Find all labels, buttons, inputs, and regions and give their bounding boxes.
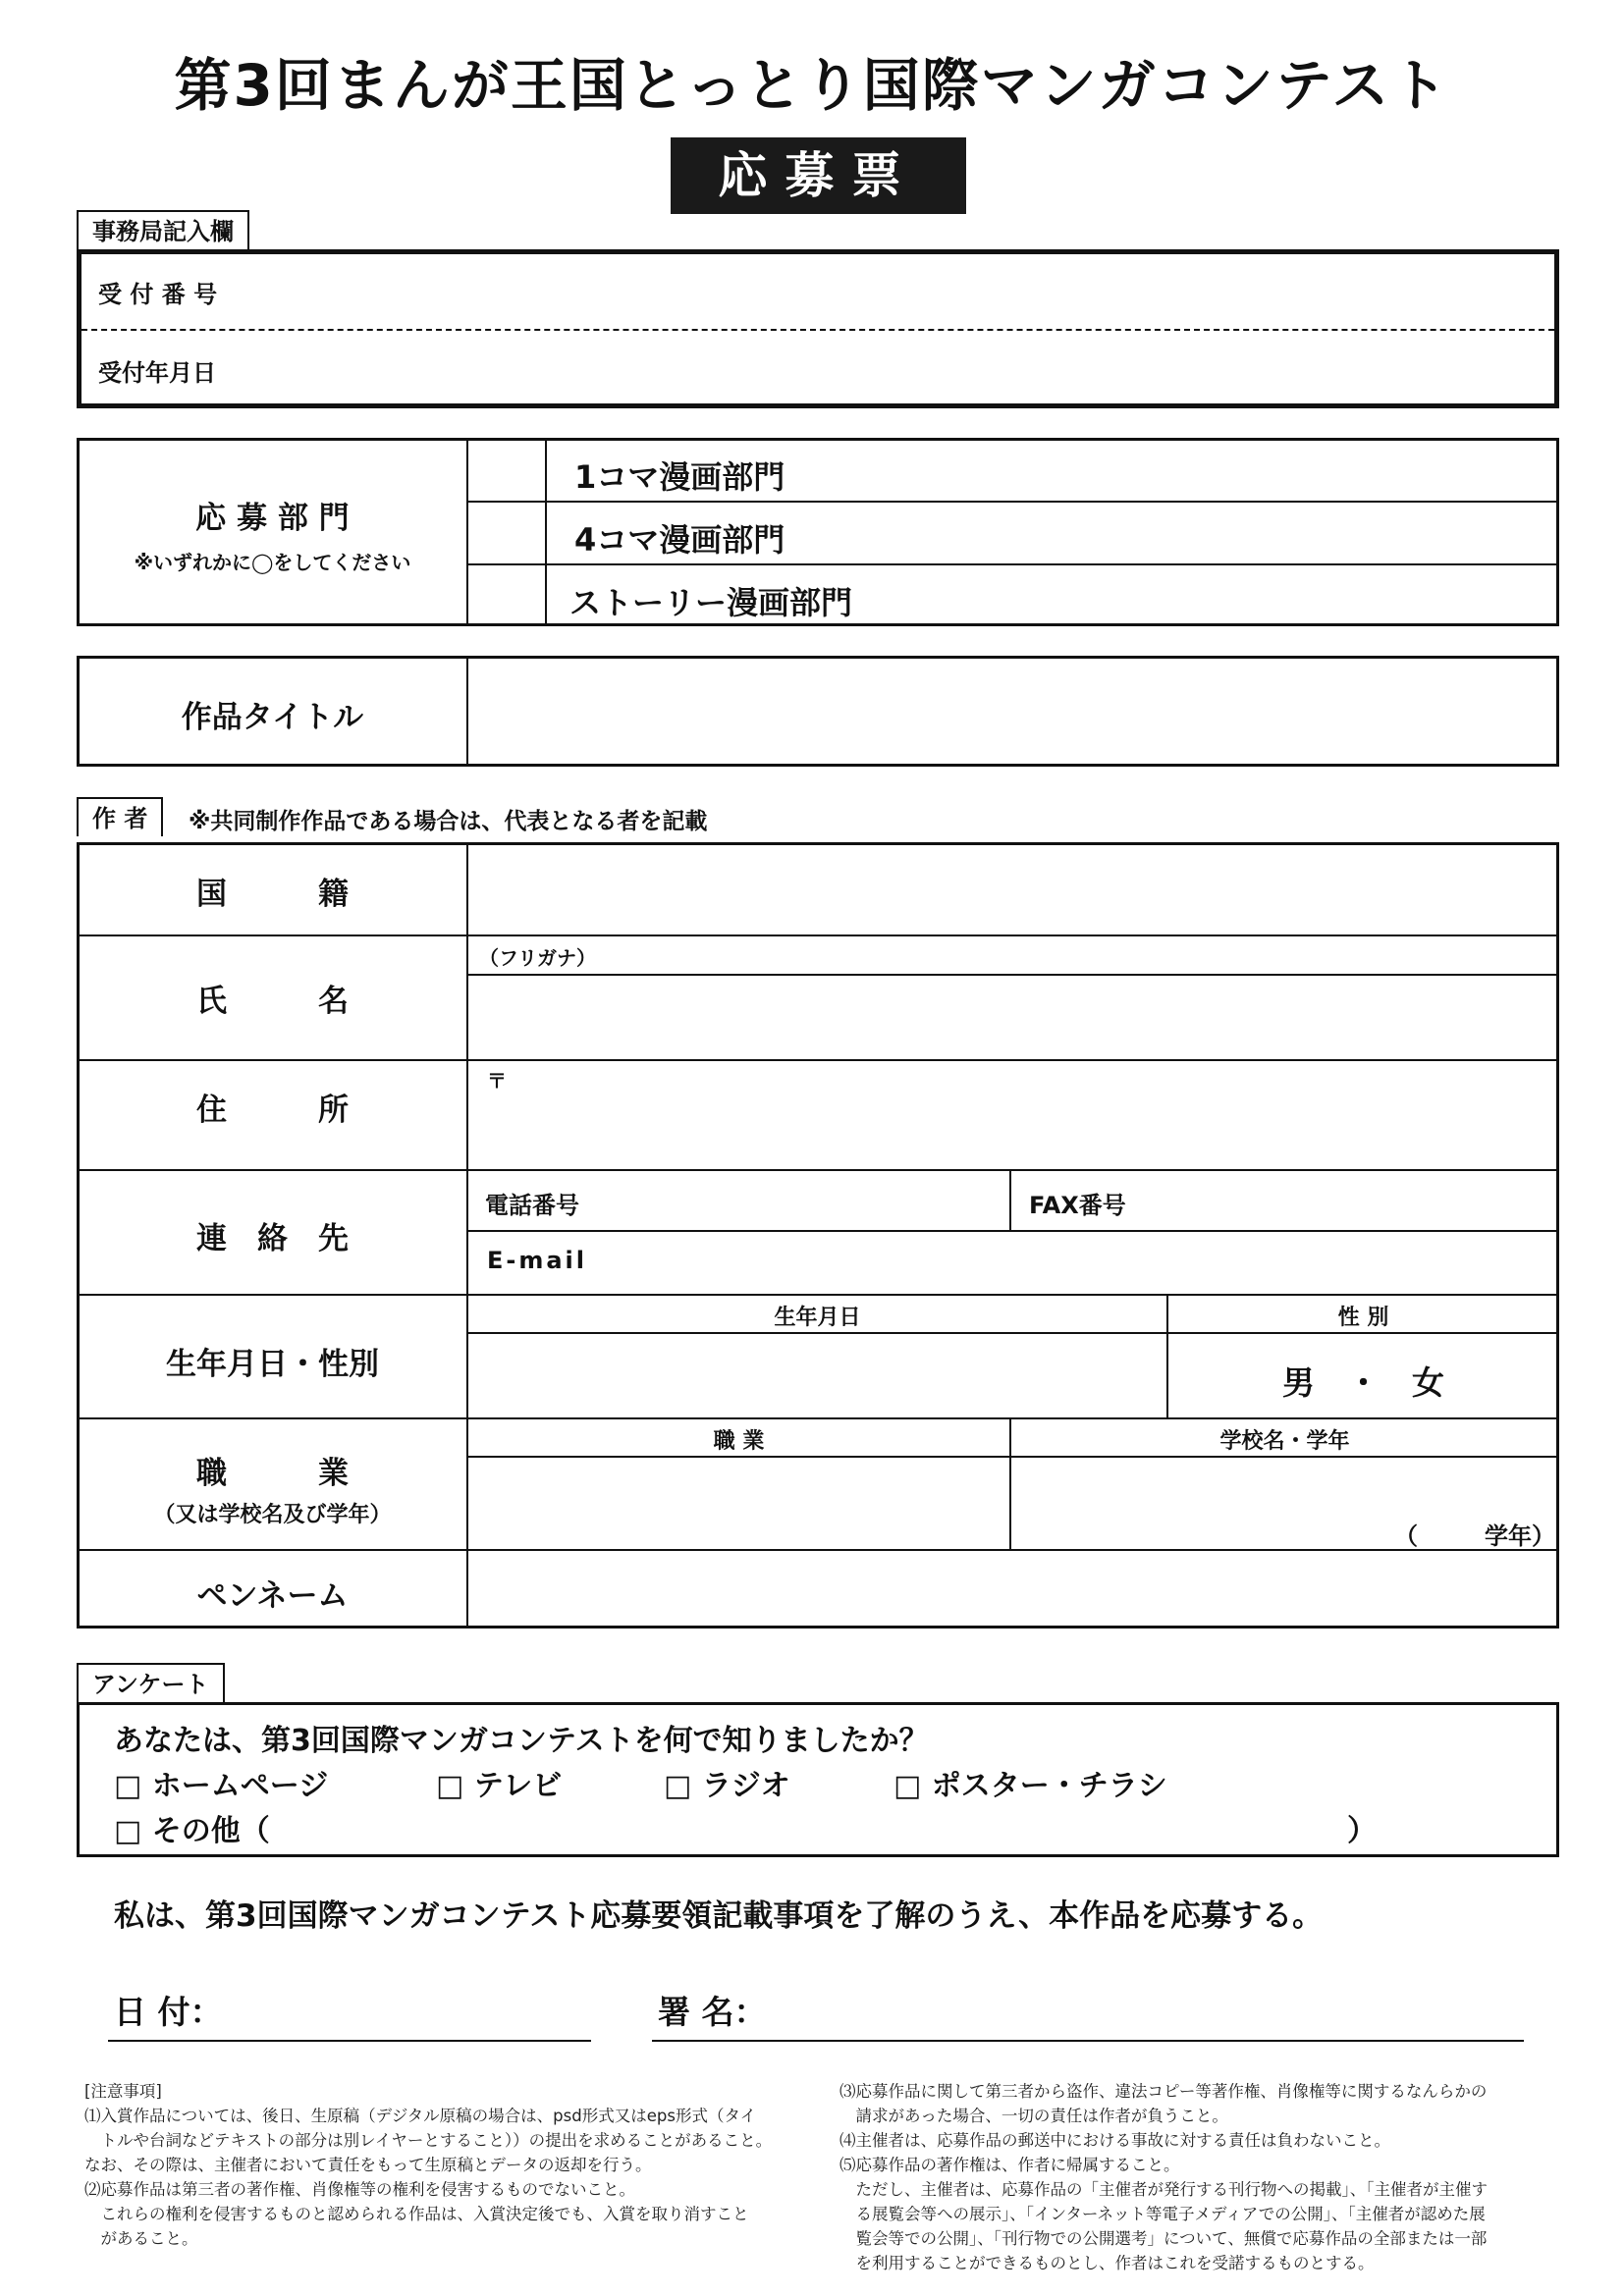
- category-check-3[interactable]: [468, 565, 545, 626]
- row-line-nationality: [78, 934, 1558, 936]
- survey-option-radio[interactable]: □ ラジオ: [664, 1769, 790, 1803]
- note-line: 覧会等での公開」、「刊行物での公開選考」について、無償で応募作品の全部または一部: [839, 2229, 1488, 2248]
- declaration: 私は、第3回国際マンガコンテスト応募要領記載事項を了解のうえ、本作品を応募する。: [114, 1898, 1324, 1934]
- penname-field[interactable]: [469, 1552, 1556, 1627]
- category-note: ※いずれかに◯をしてください: [134, 551, 411, 574]
- date-label: 日 付：: [114, 1993, 223, 2031]
- row-line-address: [78, 1169, 1558, 1171]
- school-col-label: 学校名・学年: [1219, 1429, 1350, 1454]
- work-title-divider: [466, 656, 468, 767]
- furigana-label: （フリガナ）: [479, 946, 596, 970]
- address-label: 住 所: [196, 1093, 349, 1128]
- category-label: 応 募 部 門: [195, 501, 350, 536]
- note-line: これらの権利を侵害するものと認められる作品は、入賞決定後でも、入賞を取り消すこと: [84, 2205, 749, 2223]
- note-line: ⑴入賞作品については、後日、生原稿（デジタル原稿の場合は、psd形式又はeps形式（タイ: [84, 2107, 757, 2125]
- receipt-number-label: 受 付 番 号: [98, 281, 218, 308]
- nationality-label: 国 籍: [196, 877, 349, 912]
- office-divider: [81, 329, 1554, 331]
- row-line-birth-header: [466, 1332, 1558, 1334]
- category-check-divider: [545, 438, 547, 626]
- survey-question: あなたは、第3回国際マンガコンテストを何で知りましたか？: [114, 1724, 929, 1758]
- birth-field[interactable]: [469, 1335, 1164, 1415]
- phone-label: 電話番号: [485, 1192, 579, 1219]
- note-line: る展覧会等への展示」、「インターネット等電子メディアでの公開」、「主催者が認めた展: [839, 2205, 1486, 2223]
- note-line: があること。: [84, 2229, 198, 2248]
- office-tab: 事務局記入欄: [77, 210, 249, 249]
- penname-label: ペンネーム: [196, 1578, 349, 1614]
- row-line-phone: [466, 1230, 1558, 1232]
- row-line-birth: [78, 1417, 1558, 1419]
- form-badge: 応募票: [671, 137, 966, 214]
- note-line: なお、その際は、主催者において責任をもって生原稿とデータの返却を行う。: [84, 2156, 652, 2174]
- category-option-2: 4コマ漫画部門: [574, 521, 785, 559]
- survey-other-close: ）: [1347, 1814, 1377, 1848]
- address-field[interactable]: [469, 1062, 1556, 1167]
- survey-option-tv[interactable]: □ テレビ: [436, 1769, 563, 1803]
- row-line-contact: [78, 1294, 1558, 1296]
- gender-col-label: 性 別: [1337, 1306, 1389, 1330]
- survey-option-other[interactable]: □ その他（: [114, 1814, 270, 1848]
- row-line-occ-header: [466, 1456, 1558, 1458]
- survey-option-poster[interactable]: □ ポスター・チラシ: [893, 1769, 1167, 1803]
- author-tab: 作 者: [77, 797, 163, 836]
- note-line: を利用することができるものとし、作者はこれを受諾するものとする。: [839, 2254, 1375, 2272]
- form-title: 第3回まんが王国とっとり国際マンガコンテスト: [174, 52, 1450, 119]
- email-label: E-mail: [487, 1247, 588, 1274]
- category-row-line-1: [466, 501, 1558, 503]
- fax-label: FAX番号: [1029, 1192, 1126, 1219]
- note-line: ⑶応募作品に関して第三者から盗作、違法コピー等著作権、肖像権等に関するなんらかの: [839, 2082, 1488, 2101]
- note-line: ただし、主催者は、応募作品の「主催者が発行する刊行物への掲載」、「主催者が主催す: [839, 2180, 1488, 2199]
- notes-left: [84, 2079, 831, 2251]
- category-option-1: 1コマ漫画部門: [574, 458, 785, 496]
- nationality-field[interactable]: [469, 937, 1556, 971]
- receipt-date-label: 受付年月日: [98, 359, 216, 387]
- note-line: [注意事項]: [84, 2082, 162, 2101]
- grade-close: 学年）: [1485, 1522, 1555, 1550]
- postal-mark: 〒: [487, 1069, 507, 1093]
- occupation-label: 職 業: [196, 1456, 349, 1491]
- occupation-note: （又は学校名及び学年）: [153, 1503, 392, 1527]
- date-line[interactable]: [108, 2040, 591, 2042]
- survey-tab: アンケート: [77, 1663, 225, 1702]
- grade-open: （: [1394, 1522, 1418, 1550]
- school-field[interactable]: [1011, 1459, 1556, 1547]
- notes-right: [839, 2079, 1566, 2275]
- category-check-1[interactable]: [468, 440, 545, 501]
- work-title-field[interactable]: [469, 659, 1556, 764]
- note-line: トルや台詞などテキストの部分は別レイヤーとすること））の提出を求めることがあること。: [84, 2131, 773, 2150]
- gender-options[interactable]: 男 ・ 女: [1282, 1363, 1444, 1402]
- category-option-3: ストーリー漫画部門: [569, 584, 853, 621]
- name-label: 氏 名: [196, 984, 349, 1019]
- birth-col-label: 生年月日: [774, 1306, 861, 1330]
- signature-line[interactable]: [652, 2040, 1524, 2042]
- birth-gender-label: 生年月日・性別: [166, 1347, 379, 1382]
- contact-label: 連 絡 先: [196, 1221, 349, 1256]
- category-row-line-2: [466, 563, 1558, 565]
- category-check-2[interactable]: [468, 503, 545, 563]
- signature-label: 署 名：: [658, 1993, 767, 2031]
- occupation-field[interactable]: [469, 1459, 1007, 1547]
- work-title-label: 作品タイトル: [181, 700, 364, 735]
- survey-option-homepage[interactable]: □ ホームページ: [114, 1769, 329, 1803]
- row-line-furigana: [466, 974, 1558, 976]
- author-label-divider: [466, 842, 468, 1629]
- row-line-occupation: [78, 1549, 1558, 1551]
- occ-col-label: 職 業: [713, 1429, 765, 1454]
- name-field[interactable]: [469, 977, 1556, 1057]
- author-note: ※共同制作作品である場合は、代表となる者を記載: [189, 809, 708, 834]
- note-line: ⑸応募作品の著作権は、作者に帰属すること。: [839, 2156, 1180, 2174]
- note-line: ⑷主催者は、応募作品の郵送中における事故に対する責任は負わないこと。: [839, 2131, 1390, 2150]
- phone-fax-divider: [1009, 1169, 1011, 1230]
- note-line: 請求があった場合、一切の責任は作者が負うこと。: [839, 2107, 1228, 2125]
- note-line: ⑵応募作品は第三者の著作権、肖像権等の権利を侵害するものでないこと。: [84, 2180, 635, 2199]
- row-line-name: [78, 1059, 1558, 1061]
